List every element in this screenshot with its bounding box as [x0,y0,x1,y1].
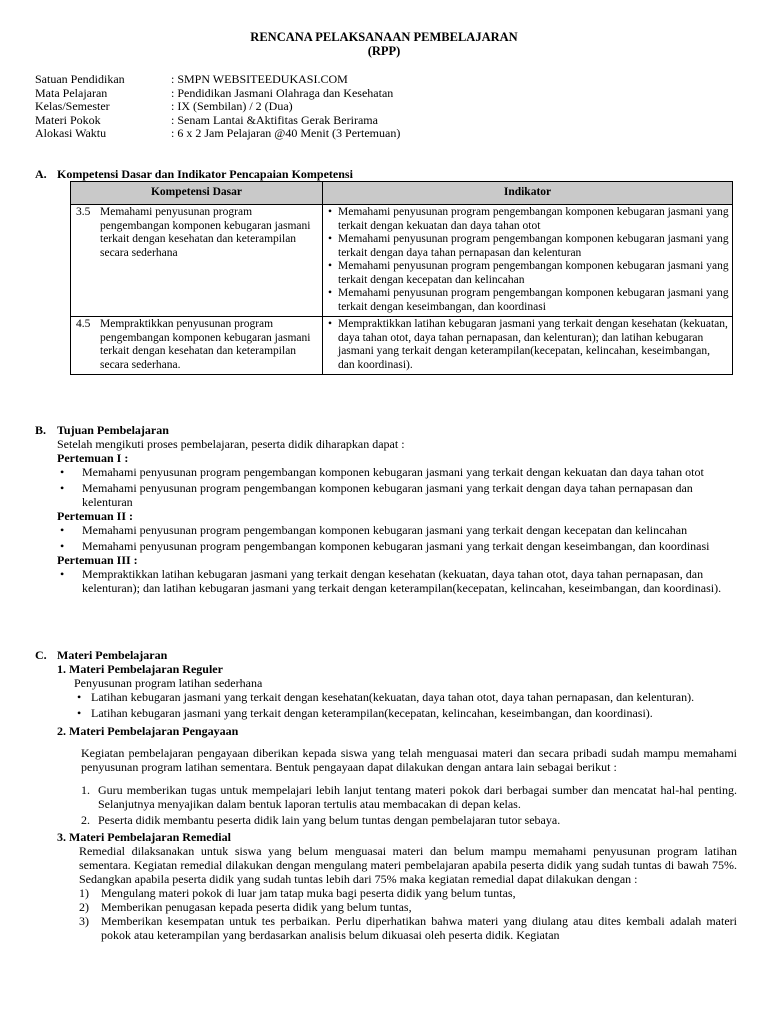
meeting-label: Pertemuan II : [57,509,133,523]
section-title: Materi Pembelajaran [57,648,168,662]
indicator-item: • Mempraktikkan latihan kebugaran jasmani yang terkait dengan kesehatan (kekuatan, daya tahan otot, daya tahan pernapasan, dan kelenturan); dan latihan kebugaran jasmani yang terkait dengan keterampilan(kecepatan, kelincahan, keseimbangan, dan koordinasi). [326,318,729,372]
identity-row [35,126,400,140]
subsection-title: 1. Materi Pembelajaran Reguler [57,662,223,676]
identity-value: : Senam Lantai &Aktifitas Gerak Berirama [171,112,378,127]
kd-number: 3.5 [76,206,91,218]
meeting-label: Pertemuan III : [57,553,138,567]
item-number: 1) [79,886,89,900]
identity-label: Kelas/Semester [35,99,110,113]
kd-cell [71,205,323,317]
item-text: Mengulang materi pokok di luar jam tatap muka bagi peserta didik yang belum tuntas, [101,886,516,900]
identity-row [35,99,400,113]
identity-row [35,86,400,100]
enrichment-paragraph: Kegiatan pembelajaran pengayaan diberikan kepada siswa yang telah menguasai materi dan secara pribadi sudah mampu memahami penyusunan program latihan sementara. Bentuk pengayaan dapat dilakukan dengan antara lain sebagai berikut : [81,746,737,774]
identity-value: : IX (Sembilan) / 2 (Dua) [171,99,293,113]
indicator-cell [323,317,733,375]
indicator-item: • Memahami penyusunan program pengembangan komponen kebugaran jasmani yang terkait dengan keseimbangan, dan koordinasi [326,287,729,314]
document-subtitle: (RPP) [367,44,401,58]
identity-label: Mata Pelajaran [35,85,108,100]
subsection-title: 3. Materi Pembelajaran Remedial [57,830,231,844]
section-title: Tujuan Pembelajaran [57,423,169,437]
identity-value: : 6 x 2 Jam Pelajaran @40 Menit (3 Pertemuan) [171,126,401,140]
list-item [81,783,737,811]
section-b-heading [35,423,169,437]
indicator-item: • Memahami penyusunan program pengembangan komponen kebugaran jasmani yang terkait dengan kekuatan dan daya tahan otot [326,206,729,233]
list-item [81,813,737,827]
section-number: B. [35,423,47,437]
enrichment-list [57,783,737,827]
list-item: • Latihan kebugaran jasmani yang terkait dengan kesehatan(kekuatan, daya tahan otot, daya tahan pernapasan, dan kelenturan). [74,690,737,704]
item-text: Memberikan penugasan kepada peserta didik yang belum tuntas, [101,900,412,914]
section-number: A. [35,167,47,181]
table-header-row [71,182,733,205]
meeting-1-list [55,465,737,509]
meeting-label: Pertemuan I : [57,451,129,465]
section-c-body [57,662,737,942]
subsection-intro: Penyusunan program latihan sederhana [74,676,263,690]
section-c-heading [35,648,167,662]
section-number: C. [35,648,47,662]
kd-cell [71,317,323,375]
section-title: Kompetensi Dasar dan Indikator Pencapaian Kompetensi [57,167,353,181]
identity-value: : SMPN WEBSITEEDUKASI.COM [171,72,348,86]
list-item: • Memahami penyusunan program pengembangan komponen kebugaran jasmani yang terkait dengan kecepatan dan kelincahan [55,523,737,537]
item-number: 2) [79,900,89,914]
meeting-2-list [55,523,737,553]
table-row [71,317,733,375]
section-b-intro: Setelah mengikuti proses pembelajaran, peserta didik diharapkan dapat : [57,437,405,451]
item-number: 2. [81,813,90,827]
document-title: RENCANA PELAKSANAAN PEMBELAJARAN [250,30,518,44]
kd-text: Memahami penyusunan program pengembangan komponen kebugaran jasmani terkait dengan kesehatan dan keterampilan secara sederhana [100,206,311,259]
identity-label: Satuan Pendidikan [35,72,125,86]
indicator-cell [323,205,733,317]
identity-value: : Pendidikan Jasmani Olahraga dan Kesehatan [171,85,394,100]
section-a-heading [35,167,353,181]
list-item: • Memahami penyusunan program pengembangan komponen kebugaran jasmani yang terkait dengan daya tahan pernapasan dan kelenturan [55,481,737,509]
meeting-3-list [55,567,737,595]
kd-number: 4.5 [76,318,91,330]
list-item [79,886,737,900]
column-header-indikator: Indikator [323,182,733,205]
list-item: • Memahami penyusunan program pengembangan komponen kebugaran jasmani yang terkait dengan kekuatan dan daya tahan otot [55,465,737,479]
competency-table [70,181,733,375]
list-item [79,914,737,942]
identity-label: Alokasi Waktu [35,126,107,140]
item-number: 3) [79,914,89,928]
regular-material-list [57,690,737,720]
list-item: • Memahami penyusunan program pengembangan komponen kebugaran jasmani yang terkait dengan keseimbangan, dan koordinasi [55,539,737,553]
item-number: 1. [81,783,90,797]
item-text: Peserta didik membantu peserta didik lain yang belum tuntas dengan pembelajaran tutor sebaya. [98,813,561,827]
remedial-paragraph: Remedial dilaksanakan untuk siswa yang belum menguasai materi dan belum mampu memahami penyusunan program latihan sementara. Kegiatan remedial dilakukan dengan mengulang materi pembelajaran apabila peserta didik yang sudah tuntas di bawah 75%. Sedangkan apabila peserta didik yang sudah tuntas lebih dari 75% maka kegiatan remedial dapat dilakukan dengan : [79,844,737,886]
table-row [71,205,733,317]
indicator-item: • Memahami penyusunan program pengembangan komponen kebugaran jasmani yang terkait dengan daya tahan pernapasan dan kelenturan [326,233,729,260]
list-item: • Latihan kebugaran jasmani yang terkait dengan keterampilan(kecepatan, kelincahan, keseimbangan, dan koordinasi). [74,706,737,720]
indicator-item: • Memahami penyusunan program pengembangan komponen kebugaran jasmani yang terkait dengan kecepatan dan kelincahan [326,260,729,287]
section-b-body [57,437,737,595]
list-item [79,900,737,914]
subsection-title: 2. Materi Pembelajaran Pengayaan [57,724,239,738]
kd-text: Mempraktikkan penyusunan program pengembangan komponen kebugaran jasmani terkait dengan kesehatan dan keterampilan secara sederhana. [100,318,311,371]
remedial-list [57,886,737,942]
identity-block [35,72,400,140]
identity-label: Materi Pokok [35,112,101,127]
column-header-kompetensi: Kompetensi Dasar [71,182,323,205]
identity-row [35,72,400,86]
identity-row [35,113,400,127]
list-item: • Mempraktikkan latihan kebugaran jasmani yang terkait dengan kesehatan (kekuatan, daya tahan otot, daya tahan pernapasan, dan kelenturan); dan latihan kebugaran jasmani yang terkait dengan keterampilan(kecepatan, kelincahan, keseimbangan, dan koordinasi). [55,567,737,595]
item-text: Guru memberikan tugas untuk mempelajari lebih lanjut tentang materi pokok dari berbagai sumber dan mencatat hal-hal penting. Selanjutnya menyajikan dalam bentuk laporan tertulis atau membacakan di depan kelas. [98,783,737,811]
item-text: Memberikan kesempatan untuk tes perbaikan. Perlu diperhatikan bahwa materi yang diulang atau dites kembali adalah materi pokok atau keterampilan yang berdasarkan analisis belum dikuasai oleh peserta didik. Kegiatan [101,914,737,942]
